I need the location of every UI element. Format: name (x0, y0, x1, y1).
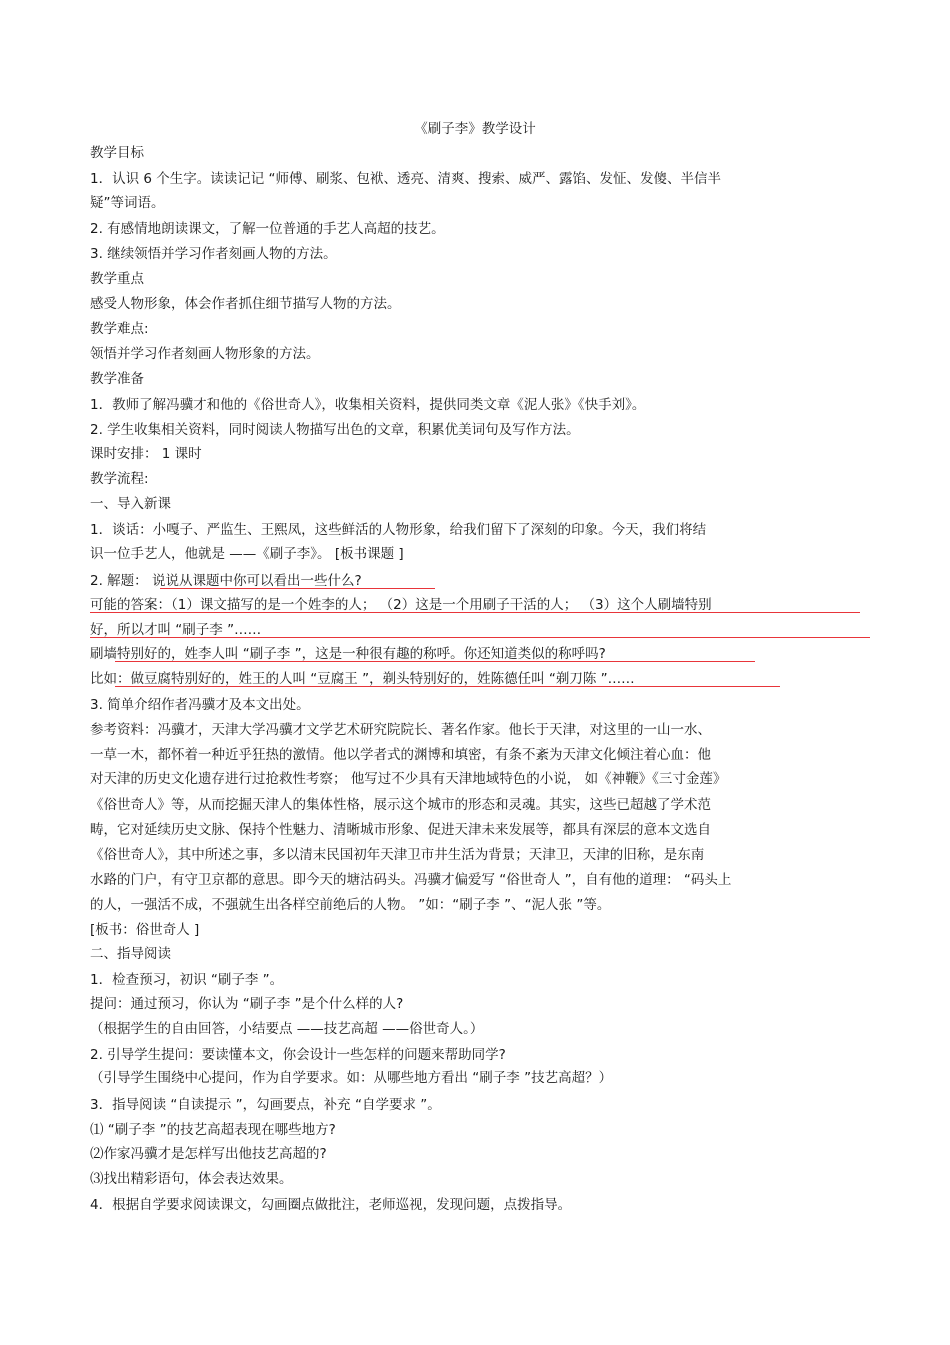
text-line: 3. 继续领悟并学习作者刻画人物的方法。 (90, 246, 337, 262)
text-line: 提问：通过预习，你认为 “刷子李 ”是个什么样的人? (90, 996, 404, 1012)
section-heading-prep: 教学准备 (90, 371, 144, 387)
text-line: 《俗世奇人》等，从而挖掘天津人的集体性格，展示这个城市的形态和灵魂。其实，这些已超越了学术范 (90, 797, 711, 813)
text-line: 识一位手艺人，他就是 ——《刷子李》。 [板书课题 ] (90, 546, 404, 562)
text-line: 疑”等词语。 (90, 195, 165, 211)
red-underline (160, 588, 435, 589)
text-line: 对天津的历史文化遗存进行过抢救性考察； 他写过不少具有天津地域特色的小说， 如《神鞭》《三寸金莲》 (90, 771, 727, 787)
red-underline (90, 612, 860, 613)
text-line-underlined: 2. 解题： 说说从课题中你可以看出一些什么? (90, 573, 362, 589)
section-heading-flow: 教学流程: (90, 471, 149, 487)
text-line: 感受人物形象，体会作者抓住细节描写人物的方法。 (90, 296, 401, 312)
text-line: 2. 学生收集相关资料，同时阅读人物描写出色的文章，积累优美词句及写作方法。 (90, 422, 580, 438)
text-line: [板书：俗世奇人 ] (90, 922, 200, 938)
text-line: ⑴ “刷子李 ”的技艺高超表现在哪些地方? (90, 1122, 336, 1138)
text-line-underlined: 好，所以才叫 “刷子李 ”…… (90, 622, 262, 638)
section-heading-goals: 教学目标 (90, 145, 144, 161)
text-line: 4．根据自学要求阅读课文，勾画圈点做批注，老师巡视，发现问题，点拨指导。 (90, 1197, 572, 1213)
section-heading-difficulty: 教学难点: (90, 321, 149, 337)
text-line: 的人，一强活不成，不强就生出各样空前绝后的人物。 ”如：“刷子李 ”、“泥人张 ”等。 (90, 897, 611, 913)
text-line: （引导学生围绕中心提问，作为自学要求。如：从哪些地方看出 “刷子李 ”技艺高超？） (90, 1070, 613, 1086)
text-line: 2. 有感情地朗读课文，了解一位普通的手艺人高超的技艺。 (90, 221, 445, 237)
section-heading-reading: 二、指导阅读 (90, 946, 171, 962)
text-line: 课时安排： 1 课时 (90, 446, 202, 462)
text-line-underlined: 可能的答案：（1）课文描写的是一个姓李的人； （2）这是一个用刷子干活的人； （3）这个人刷墙特别 (90, 597, 712, 613)
red-underline (90, 637, 870, 638)
text-line: ⑵作家冯骥才是怎样写出他技艺高超的? (90, 1146, 327, 1162)
document-title: 《刷子李》教学设计 (414, 121, 536, 137)
text-line: ⑶找出精彩语句，体会表达效果。 (90, 1171, 293, 1187)
red-underline (115, 686, 780, 687)
red-underline (115, 661, 755, 662)
text-line: （根据学生的自由回答，小结要点 ——技艺高超 ——俗世奇人。） (90, 1021, 484, 1037)
text-line: 1．检查预习，初识 “刷子李 ”。 (90, 972, 284, 988)
text-line: 1．教师了解冯骥才和他的《俗世奇人》，收集相关资料，提供同类文章《泥人张》《快手刘》。 (90, 397, 646, 413)
section-heading-intro: 一、导入新课 (90, 496, 171, 512)
text-line: 一草一木，都怀着一种近乎狂热的激情。他以学者式的渊博和填密，有条不紊为天津文化倾注着心血：他 (90, 747, 711, 763)
text-line: 2. 引导学生提问：要读懂本文，你会设计一些怎样的问题来帮助同学? (90, 1047, 506, 1063)
text-line: 3．指导阅读 “自读提示 ”，勾画要点，补充 “自学要求 ”。 (90, 1097, 441, 1113)
text-line-underlined: 比如：做豆腐特别好的，姓王的人叫 “豆腐王 ”，剃头特别好的，姓陈德任叫 “剃刀陈 ”…… (90, 671, 635, 687)
text-line: 参考资料：冯骥才，天津大学冯骥才文学艺术研究院院长、著名作家。他长于天津，对这里的一山一水、 (90, 722, 711, 738)
text-line-underlined: 刷墙特别好的，姓李人叫 “刷子李 ”，这是一种很有趣的称呼。你还知道类似的称呼吗? (90, 646, 606, 662)
text-line: 领悟并学习作者刻画人物形象的方法。 (90, 346, 320, 362)
text-line: 3. 简单介绍作者冯骥才及本文出处。 (90, 697, 310, 713)
text-line: 1．认识 6 个生字。读读记记 “师傅、刷浆、包袱、透亮、清爽、搜索、威严、露馅、发怔、发傻、半信半 (90, 171, 722, 187)
text-line: 水路的门户，有守卫京都的意思。即今天的塘沽码头。冯骥才偏爱写 “俗世奇人 ”，自有他的道理： “码头上 (90, 872, 732, 888)
text-line: 《俗世奇人》，其中所述之事，多以清末民国初年天津卫市井生活为背景；天津卫，天津的旧称，是东南 (90, 847, 705, 863)
text-line: 1．谈话：小嘎子、严监生、王熙凤，这些鲜活的人物形象，给我们留下了深刻的印象。今天，我们将结 (90, 522, 707, 538)
section-heading-key: 教学重点 (90, 271, 144, 287)
text-line: 畴，它对延续历史文脉、保持个性魅力、清晰城市形象、促进天津未来发展等，都具有深层的意本文选自 (90, 822, 711, 838)
